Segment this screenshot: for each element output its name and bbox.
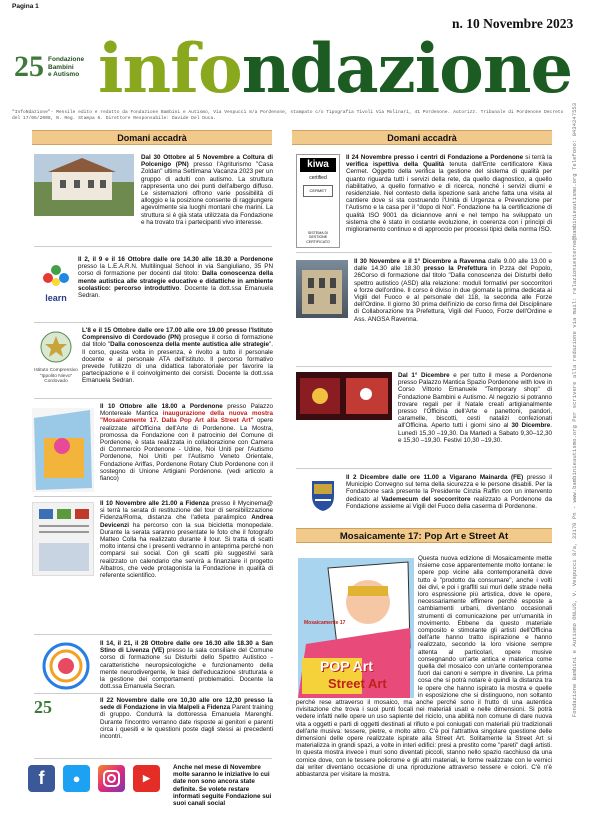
page-number: Pagina 1 [12, 3, 39, 10]
camera-glyph [98, 765, 125, 792]
school-caption: Istituto Comprensivo "Ippolito Nievo" Cordovado [34, 368, 78, 385]
twitter-icon[interactable]: ● [63, 765, 90, 792]
logo-25-small: 25 [34, 697, 52, 717]
colorful-circle-logo [40, 640, 92, 692]
divider [34, 634, 272, 635]
cermet-badge: CERMET [303, 185, 333, 197]
foundation-logo-small [34, 697, 94, 729]
youtube-icon[interactable]: ▶ [133, 765, 160, 792]
divider [34, 693, 272, 694]
popart-poster-small [32, 408, 94, 492]
calendar-flyer [32, 502, 94, 576]
vigarano-coat-of-arms [310, 478, 336, 512]
issue-number: n. 10 Novembre 2023 [452, 16, 574, 31]
left-item-1: Dal 30 Ottobre al 5 Novembre a Coltura di Polcenigo (PN) presso l'Agriturismo "Casa Zoldan" ultima Settimana Vacanza 2023 per un gruppo di adulti con autismo. La struttura rappresenta uno dei punti dell'albergo diffuso. Le sistemazioni offrono varie possibilità di alloggio e la posizione consente di raggiungere agevolmente sia luoghi montani che marini. La struttura si è già stata utilizzata da Fondazione e ha trovato tra i partecipanti vivo interesse. [141, 154, 273, 226]
left-item-4: Il 10 Ottobre alle 18.00 a Pordenone presso Palazzo Montereale Mantica inaugurazione della nuova mostra "Mosaicamente 17. Dalla Pop Art alla Street Art" opere realizzate all'Officina dell'Arte di Pordenone. La Mostra, promossa da Fondazione con il patrocinio del Comune di Pordenone, è stata realizzata in collaborazione con Camera di Commercio Pordenone - Udine, Noi Uniti per l'Autismo Pordenone, Noi Uniti per l'Autismo Veneto Orientale, Fondazione Ariffas, Pordenone Rotary Club Pordenone con il sostegno di Unione Artigiani Pordenone. (vedi articolo a fianco) [100, 403, 273, 483]
right-section-title: Domani accadrà [292, 130, 552, 145]
building-facade-icon [296, 260, 348, 318]
article-body: Questa nuova edizione di Mosaicamente mette insieme cose apparentemente molto lontane: le opere pop vicine alla contemporaneità dove tutto è "prodotto da consumare", anche i volti dei divi, e poi i graffiti sui muri delle strade nella loro espressione più artistica, dove le opere, necessariamente effimere perché esposte a cambiamenti urbani, diventano occasionali strumenti di comunicazione per un'umanità in movimento. Ebbene da questo materiale composito e stimolante gli artisti dell'Officina dell'arte hanno tratto ispirazione e hanno realizzato, secondo la loro visione sempre attenta al particolari, opere musive consegnando un'arte antica e materica come quella del mosaico con un'arte contemporanea fuori dai canoni e sempre in divenire. La prima cosa che si potrà notare è quindi la distanza tra le opere che hanno ispirato la mostra e quelle in esposizione che si distinguono, non soltanto perché rese attraverso il mosaico, ma anche perché sono il frutto di una autentica rivisitazione che trova i suoi punti focali nei materiali usati e nelle dimensioni. Si potrà vedere infatti nelle opere un uso sapiente del riciclo, una abilità non comune di dare nuova vita a oggetti e parti di oggetti destinati al rifiuto e poi coniugati con materiali più tradizionali dell'arte musiva: tessere, pietre, e molto altro. C'è poi l'attrattiva singolare questione delle dimensioni delle opere realizzate ispirate alla Street Art. Solitamente la Street Art si materializza in grandi spazi, a volte in interi edifici: presi a prestito come "pareti" dagli artisti. In questa mostra invece i muri sono diventati piccoli, stanno nello spazio racchiuso da una cornice dove, con le tessere policrome e gli altri materiali, le forme realizzate con le vernici dai writer diventano occasione di una riproduzione attraverso tessere e colori. C'è n'è abbastanza per visitare la mostra. [296, 555, 552, 779]
divider [34, 496, 272, 497]
facebook-icon[interactable]: f [28, 765, 55, 792]
right-item-3: Dal 1° Dicembre e per tutto il mese a Pordenone presso Palazzo Mantica Spazio Pordenone with love in Corso Vittorio Emanuele "Temporary shop" di Fondazione Bambini e Autismo. Al negozio si potranno trovare regali per il Natale creati artigianalmente presso l'Officina dell'Arte e panettoni, pandori, caramelle, biscotti, cesti natalizi confezionati all'Officina. Aperto tutti i giorni sino al 30 Dicembre. Lunedì 15,30 –19,30. Da Martedì a Sabato 9,30–12,30 e 15,30 –19,30. Festivi 10,30 –19,30. [398, 372, 553, 444]
right-item-4: Il 2 Dicembre dalle ore 11.00 a Vigarano Mainarda (FE) presso il Municipio Convegno sul tema della sicurezza e le persone disabili. Per la Fondazione sarà presente la Presidente Cinzia Raffin con un intervento dedicato al Vademecum del soccorritore realizzato a Pordenone da Fondazione assieme ai Vigili del Fuoco della caserma di Pordenone. [346, 474, 552, 510]
divider [296, 252, 552, 253]
prefettura-photo [296, 260, 348, 318]
left-item-7: Il 22 Novembre dalle ore 10,30 alle ore 12,30 presso la sede di Fondazione in via Malpeli a Fidenza Parent training di gruppo. Condurrà la dottoressa Emanuela Marenghi. Durante l'incontro verranno date risposte ai genitori e parenti circa i quesiti e le questioni poste dagli stessi ai precedenti incontri. [100, 697, 273, 741]
left-item-2: Il 2, il 9 e il 16 Ottobre dalle ore 14.30 alle 18.30 a Pordenone presso la L.E.A.R.N. Multilingual School in via Sangiuliano, 35 PN corso di formazione per docenti dal titolo: Dalla conoscenza della mente autistica alle strategie educative e didattiche in ambiente scolastico: percorso introduttivo. Docente la dott.ssa Emanuela Sedran. [78, 256, 273, 300]
left-item-6: Il 14, il 21, il 28 Ottobre dalle ore 16.30 alle 18.30 a San Stino di Livenza (VE) presso la sala consiliare del Comune corso di formazione su Disturbi dello Spettro Autistico - caratteristiche neuropsicologiche e funzionamento della mente neurodivergente, le basi dell'educazione strutturata e la gestione dei comportamenti problematici. Docente la dott.ssa Emanuela Secran. [100, 640, 273, 691]
popart-poster-icon [32, 408, 94, 492]
logo-text: Fondazione Bambini e Autismo [48, 56, 85, 78]
kiwa-certification-badge: kiwa certified CERMET SISTEMA DI GESTIONE CERTIFICATO [296, 154, 340, 248]
divider [34, 246, 272, 247]
learn-logo: learn [38, 262, 74, 302]
temporary-shop-photo [296, 372, 392, 420]
divider [34, 322, 272, 323]
divider [34, 758, 272, 759]
learn-icon [38, 262, 74, 290]
sidebar-contact: Fondazione Bambini e Autismo ONLUS, V. Vespucci 8/a, 33170 Pn - www.bambinieautismo.org Per scrivere alla redazione via mail: relazioniesterne@bambinieautismo.org Telefono: 0434247553 [571, 102, 578, 718]
article-title: Mosaicamente 17: Pop Art e Street At [296, 528, 552, 543]
right-item-1: Il 24 Novembre presso i centri di Fondazione a Pordenone si terrà la verifica ispettiva della Qualità tenuta dall'Ente certificatore Kiwa Cermet. Oggetto della verifica la gestione del sistema di qualità per quanto riguarda tutti i servizi della rete, da quello diagnostico, a quello riabilitativo, a quello formativo e di ricerca, nonché i servizi diurni e residenziale. Nel contesto della ispezione sarà anche fatta una visita al cantiere dove si sta costruendo l'Unità di Urgenza e Prevenzione per l'Autismo e la casa per il "dopo di Noi". Fondazione ha la certificazione di qualità ISO 9001 da diciannove anni e nel tempo ha sviluppato un sistema che è stato in costante evoluzione, in coerenza con i principi di miglioramento continuo e di approccio per processi tipici della norma ISO. [346, 154, 552, 234]
instagram-icon[interactable] [98, 765, 125, 792]
circle-logo-icon [40, 640, 92, 692]
flyer-icon [33, 503, 94, 576]
left-item-3: L'8 e il 15 Ottobre dalle ore 17.00 alle ore 19.00 presso l'Istituto Comprensivo di Cordovado (PN) prosegue il corso di formazione dal titolo "Dalla conoscenza della mente autistica alle strategie". Il corso, questa volta in presenza, è rivolto a tutto il personale docente e al personale ATA dell'istituto. Il percorso formativo prevede l'utilizzo di una didattica laboratoriale per favorire la partecipazione e il coinvolgimento dei corsisti. Docente la dott.ssa Emanuela Sedran. [82, 327, 273, 385]
left-item-5: Il 10 Novembre alle 21.00 a Fidenza presso il Mycinema@ si terrà la serata di restituzione del tour di sensibilizzazione Fidenza/Roma, distanza che l'atleta paralimpico Andrea Devicenzi ha percorso con la sua bicicletta monopedale. Durante la serata saranno presentate le foto che il fotografo Matteo Colla ha realizzato durante il tour. Si tratta di scatti molto intensi che i presenti vedranno in anteprima perché non comparsi sui social. Con gli scatti più suggestivi sarà realizzato un calendario che servirà a finanziare il progetto Albatros, che vede protagonista la Fondazione in qualità di referente scientifico. [100, 500, 274, 580]
agriturismo-photo [34, 154, 134, 216]
masthead-title: infondazione [98, 29, 573, 108]
shield-icon [310, 478, 336, 512]
divider [296, 468, 552, 469]
star-emblem-icon [34, 330, 78, 364]
building-icon [34, 154, 134, 216]
shop-window-icon [296, 372, 392, 420]
right-item-2: Il 30 Novembre e il 1° Dicembre a Ravenna dalle 9.00 alle 13.00 e dalle 14.30 alle 18.30 presso la Prefettura in P.zza del Popolo, 26Corso di formazione dal titolo "Dalla conoscenza dei Disturbi dello spettro autistico (ASD) alla relazione: moduli formativi per soccorritori e forze dell'ordine. Il corso è diviso in due giornate la prima dedicata ai Vigili del Fuoco e al personale del 118, la seconda alle Forze dell'Ordine. Il giorno 30 prima dell'inizio de corso firma del Disciplinare di Collaborazione tra Prefettura, Vigili del Fuoco, Forze dell'Ordine e Ass. ANGSA Ravenna. [354, 258, 553, 323]
left-section-title: Domani accadrà [32, 130, 272, 145]
divider [34, 398, 272, 399]
mosaicamente-poster: Mosaicamente 17 POP Art Street Art [298, 558, 414, 698]
foundation-logo [14, 52, 84, 98]
logo-25-years: 25 [14, 50, 44, 83]
divider [296, 366, 552, 367]
social-message: Anche nel mese di Novembre molte saranno le iniziative lo cui date non sono ancora state definite. Se volete restare informati seguite Fondazione sui suoi canali social [173, 764, 272, 808]
editorial-info: "InfoNdazione"- Mensile edito e redatto da Fondazione Bambini e Autismo, Via Vespucci 8/a Pordenone, stampato c/o Tipografia Tivoli Via Molinari, 41 Pordenone. Autorizz. Tribunale di Pordenone Decreto del 17/06/2008, N. Reg. Stampa 6. Direttore Responsabile: Davide Del Duca. [12, 110, 564, 121]
kiwa-label: kiwa [300, 158, 336, 172]
